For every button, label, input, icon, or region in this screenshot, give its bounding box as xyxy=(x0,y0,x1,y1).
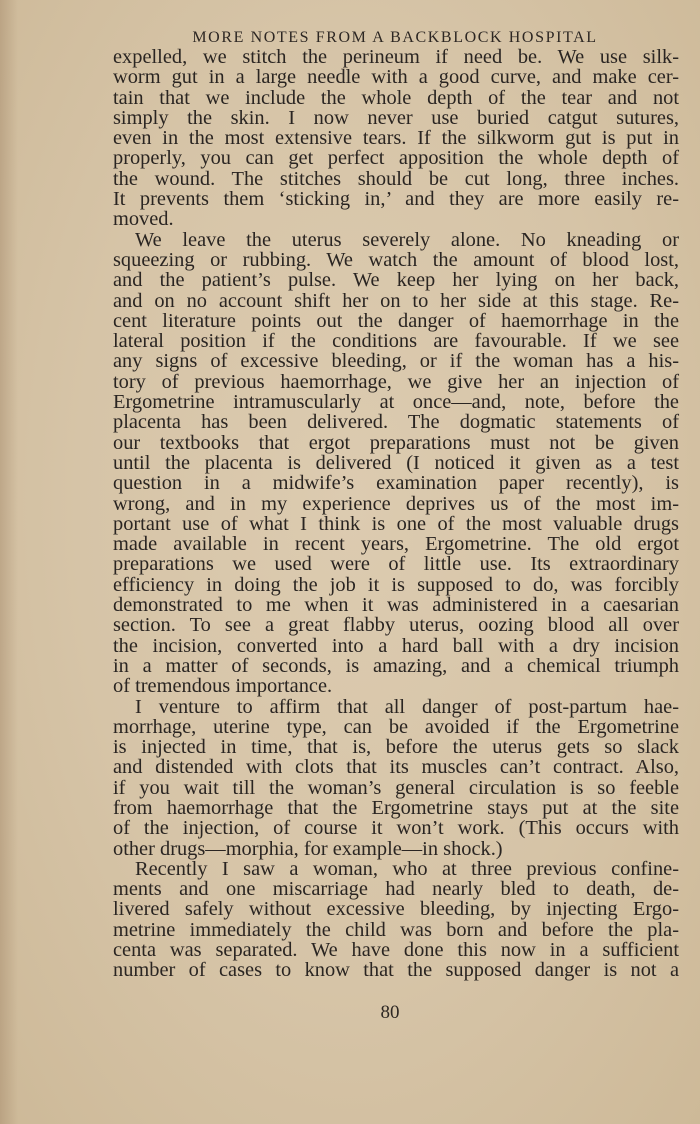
text-line: preparations we used were of little use. Its extraordinary xyxy=(113,553,679,576)
text-line: placenta has been delivered. The dogmatic statements of xyxy=(113,411,679,434)
text-line: even in the most extensive tears. If the silkworm gut is put in xyxy=(113,127,679,150)
paragraph-start-line: We leave the uterus severely alone. No kneading or xyxy=(135,228,679,251)
text-line: number of cases to know that the supposed danger is not a xyxy=(113,959,679,982)
text-line: properly, you can get perfect apposition the whole depth of xyxy=(113,147,679,170)
text-line: and on no account shift her on to her side at this stage. Re- xyxy=(113,289,679,312)
text-line: and the patient’s pulse. We keep her lying on her back, xyxy=(113,269,679,292)
text-line: of tremendous importance. xyxy=(113,675,333,698)
text-line: demonstrated to me when it was administered in a caesarian xyxy=(113,594,679,617)
text-line: the wound. The stitches should be cut long, three inches. xyxy=(113,167,679,190)
text-line: livered safely without excessive bleeding, by injecting Ergo- xyxy=(113,898,679,921)
text-line: in a matter of seconds, is amazing, and a chemical triumph xyxy=(113,654,679,677)
text-line: worm gut in a large needle with a good curve, and make cer- xyxy=(113,66,679,89)
text-line: squeezing or rubbing. We watch the amount of blood lost, xyxy=(113,248,679,271)
text-line: portant use of what I think is one of the most valuable drugs xyxy=(113,512,679,535)
text-line: wrong, and in my experience deprives us of the most im- xyxy=(113,492,679,515)
text-line: and distended with clots that its muscles can’t contract. Also, xyxy=(113,756,679,779)
text-line: cent literature points out the danger of haemorrhage in the xyxy=(113,309,679,332)
text-line: if you wait till the woman’s general circulation is so feeble xyxy=(113,776,679,799)
text-line: from haemorrhage that the Ergometrine stays put at the site xyxy=(113,796,679,819)
body-text xyxy=(113,47,679,981)
text-line: lateral position if the conditions are favourable. If we see xyxy=(113,330,679,353)
text-line: our textbooks that ergot preparations must not be given xyxy=(113,431,679,454)
text-line: ments and one miscarriage had nearly bled to death, de- xyxy=(113,878,679,901)
running-head: MORE NOTES FROM A BACKBLOCK HOSPITAL xyxy=(192,29,598,46)
text-line: expelled, we stitch the perineum if need be. We use silk- xyxy=(113,46,679,68)
text-line: any signs of excessive bleeding, or if the woman has a his- xyxy=(113,350,679,373)
text-line: question in a midwife’s examination paper recently), is xyxy=(113,472,679,495)
text-line: efficiency in doing the job it is supposed to do, was forcibly xyxy=(113,573,679,596)
text-line: tory of previous haemorrhage, we give her an injection of xyxy=(113,370,679,393)
text-line: Ergometrine intramuscularly at once—and, note, before the xyxy=(113,391,679,414)
text-line: It prevents them ‘sticking in,’ and they are more easily re- xyxy=(113,188,679,211)
text-line: section. To see a great flabby uterus, oozing blood all over xyxy=(113,614,679,637)
text-line: moved. xyxy=(113,208,174,231)
paragraph-start-line: I venture to affirm that all danger of post-partum hae- xyxy=(135,695,679,718)
paragraph-start-line: Recently I saw a woman, who at three previous confine- xyxy=(135,857,679,880)
text-line: until the placenta is delivered (I noticed it given as a test xyxy=(113,451,679,474)
text-line: made available in recent years, Ergometrine. The old ergot xyxy=(113,533,679,556)
text-line: metrine immediately the child was born and before the pla- xyxy=(113,918,679,941)
text-line: morrhage, uterine type, can be avoided if the Ergometrine xyxy=(113,715,679,738)
text-line: is injected in time, that is, before the uterus gets so slack xyxy=(113,736,679,759)
text-line: simply the skin. I now never use buried catgut sutures, xyxy=(113,106,679,129)
page-edge-shadow xyxy=(0,0,18,1124)
page-number: 80 xyxy=(380,1002,400,1023)
text-line: tain that we include the whole depth of the tear and not xyxy=(113,86,679,109)
text-line: other drugs—morphia, for example—in shock.) xyxy=(113,837,503,860)
text-line: the incision, converted into a hard ball with a dry incision xyxy=(113,634,679,657)
text-line: of the injection, of course it won’t work. (This occurs with xyxy=(113,817,679,840)
text-line: centa was separated. We have done this now in a sufficient xyxy=(113,939,679,962)
